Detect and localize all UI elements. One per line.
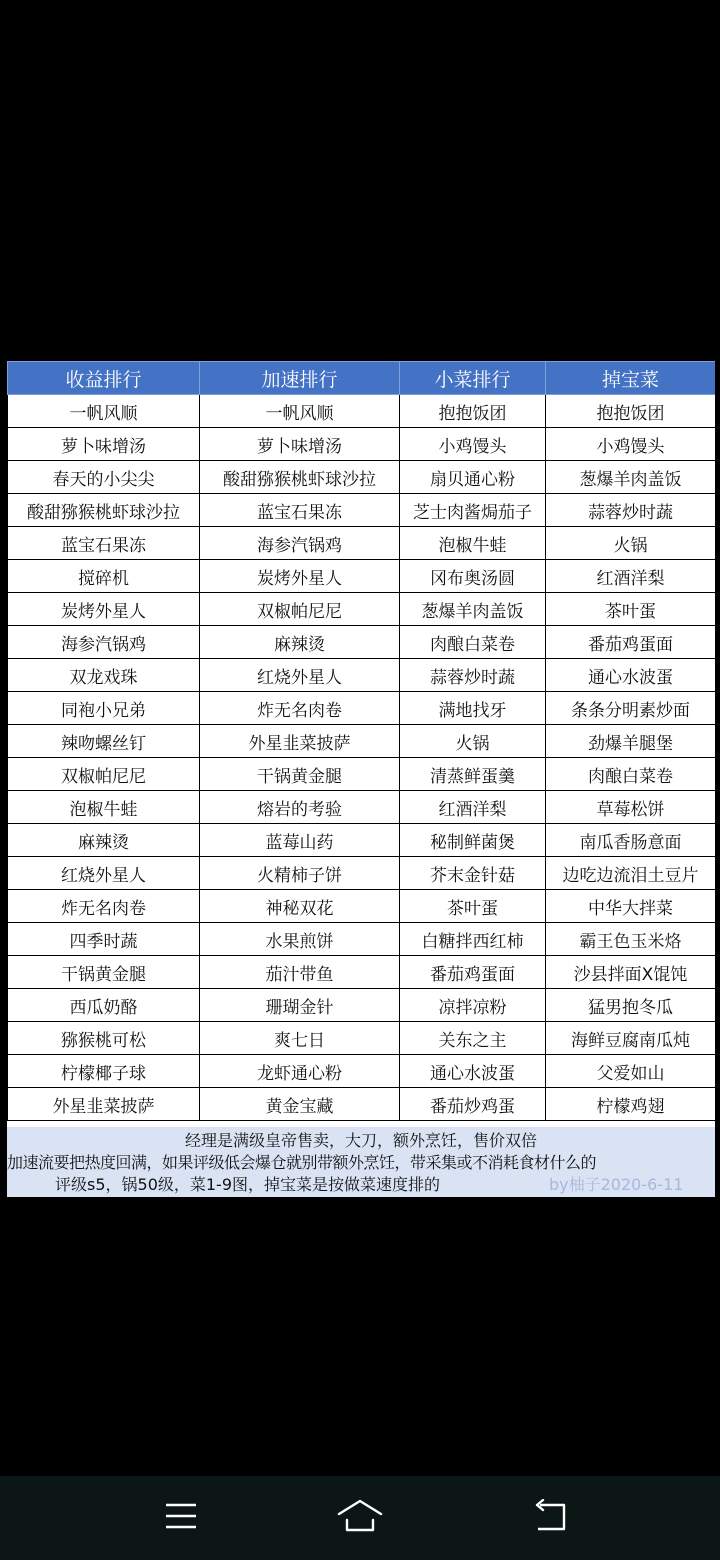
table-cell: 蓝莓山药 [200,824,400,857]
table-cell: 炭烤外星人 [200,560,400,593]
table-cell: 炭烤外星人 [8,593,200,626]
table-row [8,461,716,494]
table-row [8,1022,716,1055]
table-cell: 火精柿子饼 [200,857,400,890]
table-row [8,560,716,593]
table-cell: 春天的小尖尖 [8,461,200,494]
table-row [8,659,716,692]
table-cell: 葱爆羊肉盖饭 [400,593,546,626]
table-row [8,758,716,791]
header-side-dish-ranking: 小菜排行 [400,362,546,395]
table-cell: 龙虾通心粉 [200,1055,400,1088]
table-cell: 猕猴桃可松 [8,1022,200,1055]
table-cell: 一帆风顺 [200,395,400,428]
table-cell: 满地找牙 [400,692,546,725]
table-row [8,593,716,626]
table-cell: 柠檬椰子球 [8,1055,200,1088]
table-cell: 蒜蓉炒时蔬 [400,659,546,692]
table-row [8,791,716,824]
table-cell: 萝卜味增汤 [8,428,200,461]
table-cell: 红烧外星人 [8,857,200,890]
table-cell: 抱抱饭团 [400,395,546,428]
table-cell: 番茄鸡蛋面 [400,956,546,989]
table-cell: 海鲜豆腐南瓜炖 [546,1022,716,1055]
table-cell: 红烧外星人 [200,659,400,692]
table-row [8,890,716,923]
table-cell: 南瓜香肠意面 [546,824,716,857]
table-cell: 火锅 [546,527,716,560]
table-cell: 草莓松饼 [546,791,716,824]
table-cell: 通心水波蛋 [400,1055,546,1088]
table-cell: 小鸡馒头 [546,428,716,461]
table-cell: 番茄炒鸡蛋 [400,1088,546,1121]
table-cell: 火锅 [400,725,546,758]
header-drop-dish: 掉宝菜 [546,362,716,395]
table-row [8,494,716,527]
table-cell: 秘制鲜菌煲 [400,824,546,857]
table-cell: 双椒帕尼尼 [8,758,200,791]
note-line-3: 评级s5，锅50级，菜1-9图，掉宝菜是按做菜速度排的 [55,1175,441,1194]
menu-icon [164,1501,198,1535]
table-row [8,428,716,461]
table-cell: 抱抱饭团 [546,395,716,428]
ranking-table [7,361,715,1121]
table-cell: 泡椒牛蛙 [8,791,200,824]
table-cell: 泡椒牛蛙 [400,527,546,560]
table-cell: 萝卜味增汤 [200,428,400,461]
table-cell: 边吃边流泪土豆片 [546,857,716,890]
table-cell: 海参汽锅鸡 [8,626,200,659]
table-cell: 芥末金针菇 [400,857,546,890]
table-cell: 蓝宝石果冻 [8,527,200,560]
table-row [8,857,716,890]
table-row [8,1055,716,1088]
table-cell: 肉酿白菜卷 [400,626,546,659]
table-cell: 芝士肉酱焗茄子 [400,494,546,527]
table-cell: 关东之主 [400,1022,546,1055]
table-cell: 蓝宝石果冻 [200,494,400,527]
table-cell: 茶叶蛋 [400,890,546,923]
table-cell: 炸无名肉卷 [8,890,200,923]
home-icon [336,1498,384,1538]
table-cell: 红酒洋梨 [400,791,546,824]
table-cell: 白糖拌西红柿 [400,923,546,956]
table-cell: 红酒洋梨 [546,560,716,593]
table-cell: 四季时蔬 [8,923,200,956]
system-navigation-bar [0,1476,720,1560]
table-header-row [8,362,716,395]
back-button[interactable] [526,1496,574,1540]
table-cell: 麻辣烫 [8,824,200,857]
table-cell: 父爱如山 [546,1055,716,1088]
table-cell: 辣吻螺丝钉 [8,725,200,758]
table-cell: 柠檬鸡翅 [546,1088,716,1121]
table-body [8,395,716,1121]
table-cell: 条条分明素炒面 [546,692,716,725]
back-icon [530,1499,570,1537]
table-row [8,692,716,725]
table-row [8,1088,716,1121]
table-cell: 西瓜奶酪 [8,989,200,1022]
table-row [8,395,716,428]
table-cell: 番茄鸡蛋面 [546,626,716,659]
table-row [8,527,716,560]
ranking-image [7,361,715,1197]
table-cell: 通心水波蛋 [546,659,716,692]
notes-footer [7,1127,715,1197]
table-cell: 扇贝通心粉 [400,461,546,494]
table-cell: 麻辣烫 [200,626,400,659]
table-cell: 霸王色玉米烙 [546,923,716,956]
table-cell: 外星韭菜披萨 [200,725,400,758]
table-cell: 沙县拌面X馄饨 [546,956,716,989]
table-cell: 凉拌凉粉 [400,989,546,1022]
table-cell: 肉酿白菜卷 [546,758,716,791]
table-cell: 茶叶蛋 [546,593,716,626]
header-speed-ranking: 加速排行 [200,362,400,395]
table-cell: 双椒帕尼尼 [200,593,400,626]
table-cell: 干锅黄金腿 [200,758,400,791]
table-row [8,626,716,659]
table-cell: 酸甜猕猴桃虾球沙拉 [8,494,200,527]
table-cell: 熔岩的考验 [200,791,400,824]
table-cell: 一帆风顺 [8,395,200,428]
table-cell: 珊瑚金针 [200,989,400,1022]
table-row [8,824,716,857]
table-cell: 神秘双花 [200,890,400,923]
author-credit: by柚子2020-6-11 [549,1175,684,1194]
table-row [8,989,716,1022]
table-cell: 双龙戏珠 [8,659,200,692]
table-cell: 同袍小兄弟 [8,692,200,725]
header-income-ranking: 收益排行 [8,362,200,395]
table-row [8,923,716,956]
table-cell: 炸无名肉卷 [200,692,400,725]
table-cell: 劲爆羊腿堡 [546,725,716,758]
table-row [8,956,716,989]
note-line-2: 加速流要把热度回满，如果评级低会爆仓就别带额外烹饪，带采集或不消耗食材什么的 [7,1153,597,1172]
table-cell: 外星韭菜披萨 [8,1088,200,1121]
table-cell: 清蒸鲜蛋羹 [400,758,546,791]
recent-apps-button[interactable] [157,1496,205,1540]
table-cell: 中华大拌菜 [546,890,716,923]
table-cell: 小鸡馒头 [400,428,546,461]
table-cell: 蒜蓉炒时蔬 [546,494,716,527]
table-cell: 干锅黄金腿 [8,956,200,989]
table-cell: 搅碎机 [8,560,200,593]
table-cell: 酸甜猕猴桃虾球沙拉 [200,461,400,494]
table-cell: 茄汁带鱼 [200,956,400,989]
note-line-1: 经理是满级皇帝售卖，大刀，额外烹饪，售价双倍 [184,1131,537,1150]
table-cell: 黄金宝藏 [200,1088,400,1121]
table-cell: 猛男抱冬瓜 [546,989,716,1022]
table-cell: 葱爆羊肉盖饭 [546,461,716,494]
home-button[interactable] [336,1496,384,1540]
table-cell: 海参汽锅鸡 [200,527,400,560]
table-cell: 冈布奥汤圆 [400,560,546,593]
table-cell: 水果煎饼 [200,923,400,956]
table-row [8,725,716,758]
table-cell: 爽七日 [200,1022,400,1055]
